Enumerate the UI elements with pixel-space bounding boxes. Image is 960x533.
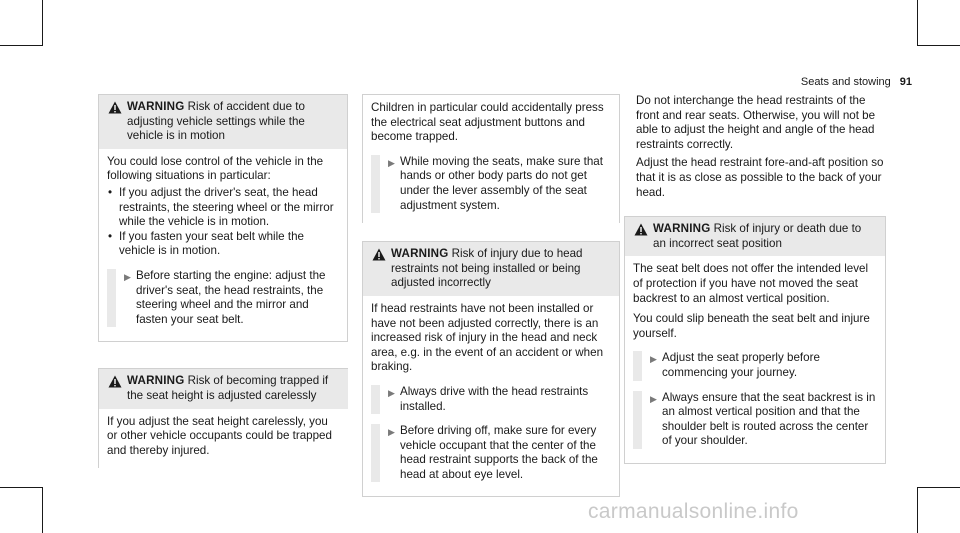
warning-text: If head restraints have not been installed or have not been adjusted correctly, there is an increased risk of injury in the head and neck area, e.g. in the event of an accident or when braking. (371, 301, 604, 374)
crop-mark (42, 487, 43, 533)
warning-box-trapped (98, 368, 348, 468)
action-step (371, 424, 611, 482)
action-bar (371, 385, 380, 414)
warning-body (99, 149, 347, 342)
list-item: • If you fasten your seat belt while the vehicle is in motion. (119, 230, 339, 259)
action-text: Always ensure that the seat backrest is in an almost vertical position and that the shoulder belt is routed across the center of your shoulder. (662, 390, 876, 448)
crop-mark (0, 487, 43, 488)
action-arrow-icon: ▶ (388, 157, 395, 168)
warning-title: Risk of accident due to adjusting vehicle settings while the vehicle is in motion (127, 100, 305, 143)
watermark[interactable]: carmanualsonline.info (588, 500, 799, 523)
column-2 (362, 94, 620, 497)
body-text: Children in particular could accidentally press the electrical seat adjustment buttons and become trapped. (371, 101, 604, 144)
warning-box-head-restraints (362, 241, 620, 497)
warning-text: You could lose control of the vehicle in the following situations in particular: (107, 154, 324, 183)
list-item: • If you adjust the driver's seat, the head restraints, the steering wheel or the mirror while the vehicle is in motion. (119, 186, 339, 230)
body-text: Do not interchange the head restraints of the front and rear seats. Otherwise, you will not be able to adjust the height and angle of the head restraints correctly. (636, 94, 876, 151)
warning-body (99, 409, 348, 469)
action-text: Adjust the seat properly before commencing your journey. (662, 351, 820, 379)
action-text: Always drive with the head restraints installed. (400, 384, 589, 413)
action-bar (371, 155, 380, 213)
crop-mark (0, 45, 43, 46)
warning-label: WARNING (653, 222, 711, 236)
warning-title: Risk of becoming trapped if the seat height is adjusted carelessly (127, 374, 329, 402)
action-step (633, 351, 877, 380)
warning-header (625, 217, 885, 256)
warning-triangle-icon (108, 101, 122, 114)
body-section (624, 94, 886, 200)
crop-mark (917, 0, 918, 46)
action-step (371, 385, 611, 414)
warning-triangle-icon (372, 248, 386, 261)
action-arrow-icon: ▶ (388, 387, 395, 398)
action-text: While moving the seats, make sure that hands or other body parts do not get under the lever assembly of the seat adjustment system. (400, 154, 603, 212)
crop-mark (42, 0, 43, 46)
warning-body (625, 256, 885, 463)
warning-header (363, 242, 619, 296)
body-text: Adjust the head restraint fore-and-aft position so that it is as close as possible to the back of your head. (636, 156, 884, 199)
warning-text: You could slip beneath the seat belt and injure yourself. (633, 312, 870, 340)
page-number: 91 (899, 76, 912, 88)
warning-label: WARNING (127, 374, 185, 388)
page-header (801, 75, 912, 90)
warning-box-accident (98, 94, 348, 342)
warning-triangle-icon (108, 375, 122, 388)
action-arrow-icon: ▶ (388, 427, 395, 438)
action-bar (107, 269, 116, 327)
column-3 (624, 94, 886, 464)
continued-warning (362, 94, 620, 223)
action-step (633, 391, 877, 449)
action-bar (633, 351, 642, 380)
action-step (371, 155, 611, 213)
action-bar (633, 391, 642, 449)
warning-box-seat-position (624, 216, 886, 464)
warning-triangle-icon (634, 223, 648, 236)
action-text: Before driving off, make sure for every vehicle occupant that the center of the head restraint supports the back of the head at about eye level. (400, 424, 598, 481)
action-arrow-icon: ▶ (650, 354, 657, 365)
warning-title: Risk of injury or death due to an incorrect seat position (653, 222, 862, 250)
crop-mark (917, 45, 960, 46)
warning-header (99, 369, 348, 408)
action-bar (371, 424, 380, 482)
crop-mark (917, 487, 960, 488)
action-step (107, 269, 339, 327)
action-arrow-icon: ▶ (650, 393, 657, 404)
crop-mark (917, 487, 918, 533)
warning-label: WARNING (127, 100, 185, 113)
warning-title: Risk of injury due to head restraints not being installed or being adjusted incorrectly (391, 247, 583, 290)
column-1 (98, 94, 348, 468)
warning-header (99, 95, 347, 149)
action-arrow-icon: ▶ (124, 271, 131, 282)
warning-text: If you adjust the seat height carelessly, you or other vehicle occupants could be trapped and thereby injured. (107, 414, 332, 457)
bullet-list (107, 186, 339, 259)
warning-body (363, 296, 619, 497)
section-title: Seats and stowing (800, 76, 891, 88)
warning-text: The seat belt does not offer the intended level of protection if you have not moved the seat backrest to an almost vertical position. (633, 262, 869, 305)
action-text: Before starting the engine: adjust the driver's seat, the head restraints, the steering wheel and the mirror and fasten your seat belt. (136, 268, 326, 326)
warning-label: WARNING (391, 247, 449, 261)
